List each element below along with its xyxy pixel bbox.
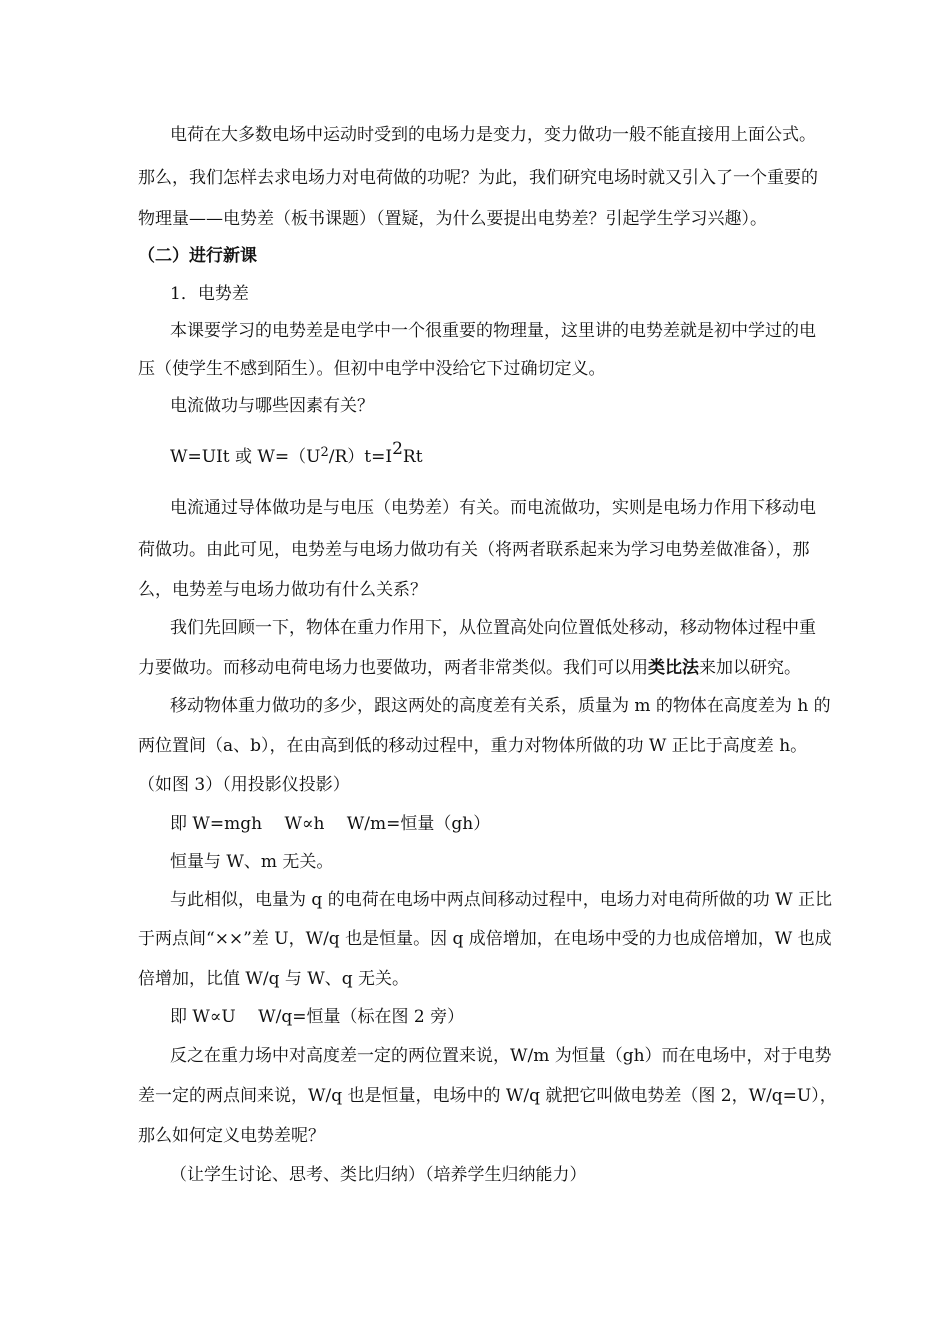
formula-electric-work [170,439,423,468]
paragraph-line [138,657,801,679]
superscript: 2 [392,439,403,459]
paragraph-line: 与此相似，电量为 q 的电荷在电场中两点间移动过程中，电场力对电荷所做的功 W 正比 [170,890,832,910]
paragraph-line: 电荷在大多数电场中运动时受到的电场力是变力，变力做功一般不能直接用上面公式。 [170,125,816,145]
paragraph-line: 于两点间“××”差 U，W/q 也是恒量。因 q 成倍增加，在电场中受的力也成倍增加，W 也成 [138,929,832,949]
paragraph-line: 倍增加，比值 W/q 与 W、q 无关。 [138,969,410,989]
superscript: 2 [320,445,329,460]
paragraph-line: 本课要学习的电势差是电学中一个很重要的物理量，这里讲的电势差就是初中学过的电 [170,321,816,341]
subsection-heading: 1．电势差 [170,284,249,304]
paragraph-line: 我们先回顾一下，物体在重力作用下，从位置高处向位置低处移动，移动物体过程中重 [170,618,816,638]
formula-part: Rt [402,447,423,467]
text-run: 力要做功。而移动电荷电场力也要做功，两者非常类似。我们可以用 [138,658,648,678]
section-heading: （二）进行新课 [138,246,257,266]
formula-part: W=UIt 或 W=（U [170,447,321,467]
paragraph-line: 压（使学生不感到陌生）。但初中电学中没给它下过确切定义。 [138,359,606,379]
formula-gravity: 即 W=mgh W∝h W/m=恒量（gh） [170,814,491,834]
paragraph-line: 恒量与 W、m 无关。 [170,852,334,872]
paragraph-line: 荷做功。由此可见，电势差与电场力做功有关（将两者联系起来为学习电势差做准备），那 [138,540,810,560]
paragraph-line: 那么，我们怎样去求电场力对电荷做的功呢？为此，我们研究电场时就又引入了一个重要的 [138,168,818,188]
paragraph-line: 物理量——电势差（板书课题）（置疑，为什么要提出电势差？引起学生学习兴趣）。 [138,209,767,229]
paragraph-line: 电流通过导体做功是与电压（电势差）有关。而电流做功，实则是电场力作用下移动电 [170,498,816,518]
emphasis-term: 类比法 [648,658,699,678]
text-run: 来加以研究。 [699,658,801,678]
paragraph-line: 电流做功与哪些因素有关？ [170,396,374,416]
paragraph-line: （如图 3）（用投影仪投影） [138,775,350,795]
paragraph-line: 反之在重力场中对高度差一定的两位置来说，W/m 为恒量（gh）而在电场中，对于电势 [170,1046,832,1066]
paragraph-line: 那么如何定义电势差呢？ [138,1126,325,1146]
paragraph-line: 么，电势差与电场力做功有什么关系？ [138,580,427,600]
formula-part: /R）t=I [328,447,393,467]
paragraph-line: 两位置间（a、b），在由高到低的移动过程中，重力对物体所做的功 W 正比于高度差 h。 [138,736,808,756]
paragraph-line: 差一定的两点间来说，W/q 也是恒量，电场中的 W/q 就把它叫做电势差（图 2，W/q=U）， [138,1086,837,1106]
formula-electric: 即 W∝U W/q=恒量（标在图 2 旁） [170,1007,465,1027]
paragraph-line: 移动物体重力做功的多少，跟这两处的高度差有关系，质量为 m 的物体在高度差为 h 的 [170,696,831,716]
paragraph-line: （让学生讨论、思考、类比归纳）（培养学生归纳能力） [170,1165,587,1185]
